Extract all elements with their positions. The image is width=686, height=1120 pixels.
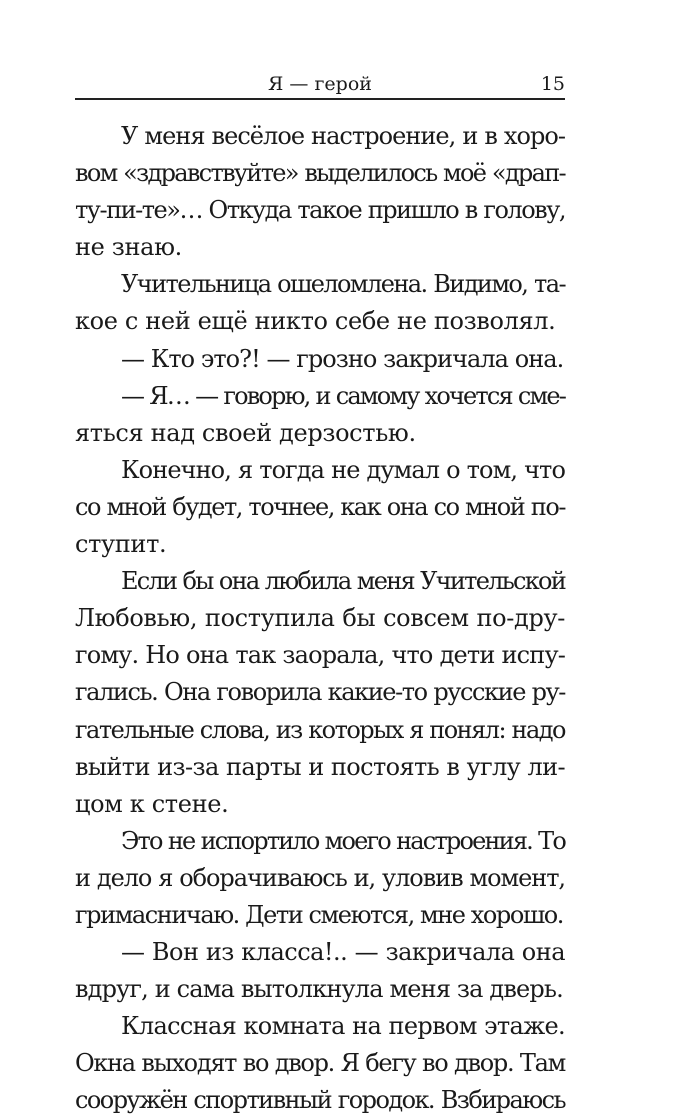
text-line: и дело я оборачиваюсь и, уловив момент, xyxy=(75,863,565,892)
text-line: вдруг, и сама вытолкнула меня за дверь. xyxy=(75,975,563,1004)
text-line: Конечно, я тогда не думал о том, что xyxy=(121,455,565,484)
text-line: ту-пи-те»… Откуда такое пришло в голову, xyxy=(75,196,565,225)
header-rule xyxy=(75,98,565,100)
text-line: Любовью, поступила бы совсем по-дру- xyxy=(75,604,565,633)
text-line: Это не испортило моего настроения. То xyxy=(121,826,565,855)
text-line: Если бы она любила меня Учительской xyxy=(121,567,565,596)
text-line: У меня весёлое настроение, и в хоро- xyxy=(121,122,565,150)
text-line: яться над своей дерзостью. xyxy=(75,418,416,447)
text-line: гательные слова, из которых я понял: надо xyxy=(75,715,565,744)
page-number: 15 xyxy=(540,73,565,95)
text-line: Классная комната на первом этаже. xyxy=(121,1012,565,1041)
text-line: выйти из-за парты и постоять в углу ли- xyxy=(75,752,565,781)
text-line: — Вон из класса!.. — закричала она xyxy=(121,938,565,967)
running-head xyxy=(75,70,565,100)
text-line: — Я… — говорю, и самому хочется сме- xyxy=(121,381,565,410)
text-line: гались. Она говорила какие-то русские ру- xyxy=(75,678,565,707)
text-line: цом к стене. xyxy=(75,789,229,818)
text-line: вом «здравствуйте» выделилось моё «драп- xyxy=(75,159,565,188)
text-line: не знаю. xyxy=(75,233,182,262)
text-line: гому. Но она так заорала, что дети испу- xyxy=(75,641,565,670)
text-line: — Кто это?! — грозно закричала она. xyxy=(121,344,564,373)
text-line: сооружён спортивный городок. Взбираюсь xyxy=(75,1086,565,1115)
text-line: Учительница ошеломлена. Видимо, та- xyxy=(121,270,565,299)
body-text xyxy=(75,118,565,1120)
text-line: кое с ней ещё никто себе не позволял. xyxy=(75,307,556,336)
text-line: гримасничаю. Дети смеются, мне хорошо. xyxy=(75,900,563,929)
text-line: ступит. xyxy=(75,530,167,559)
text-line: со мной будет, точнее, как она со мной по- xyxy=(75,492,565,521)
text-line: Окна выходят во двор. Я бегу во двор. Там xyxy=(75,1049,565,1078)
running-title: Я — герой xyxy=(268,73,372,95)
